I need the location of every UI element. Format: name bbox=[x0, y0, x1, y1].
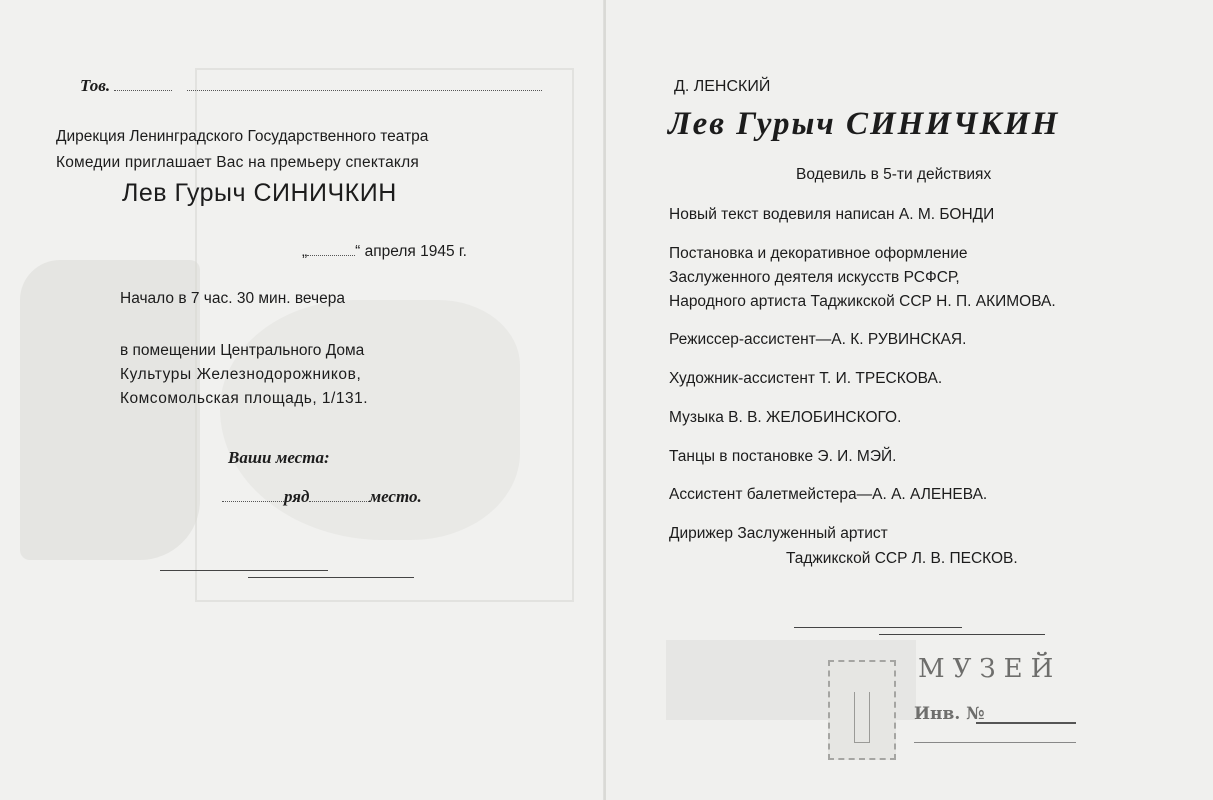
ballet-assistant: Ассистент балетмейстера—А. А. АЛЕНЕВА. bbox=[669, 486, 988, 503]
text-credit: Новый текст водевиля написан А. М. БОНДИ bbox=[669, 206, 995, 223]
name-blank-1 bbox=[114, 90, 172, 91]
tov-label bbox=[80, 77, 542, 95]
left-page bbox=[0, 0, 604, 800]
seats-label: Ваши места: bbox=[228, 448, 330, 467]
seat-label: место. bbox=[369, 487, 422, 506]
staging-line-3: Народного артиста Таджикской ССР Н. П. АКИМОВА. bbox=[669, 293, 1056, 310]
venue-line-3: Комсомольская площадь, 1/131. bbox=[120, 390, 369, 407]
play-title-left: Лев Гурыч СИНИЧКИН bbox=[122, 179, 397, 207]
author: Д. ЛЕНСКИЙ bbox=[674, 78, 771, 95]
staging-line-1: Постановка и декоративное оформление bbox=[669, 245, 968, 262]
venue-line-2: Культуры Железнодорожников, bbox=[120, 366, 362, 383]
date-quote-open: „ bbox=[302, 243, 308, 260]
tov-label-text: Тов. bbox=[80, 76, 111, 95]
conductor-line-1: Дирижер Заслуженный артист bbox=[669, 525, 888, 542]
inventory-label-text: Инв. № bbox=[914, 704, 985, 724]
inventory-label bbox=[914, 704, 985, 724]
date-line bbox=[302, 243, 467, 261]
invite-line-2: Комедии приглашает Вас на премьеру спектакля bbox=[56, 154, 419, 171]
assistant-director: Режиссер-ассистент—А. К. РУВИНСКАЯ. bbox=[669, 331, 967, 348]
signature-line-2 bbox=[248, 577, 414, 578]
inventory-line-1 bbox=[976, 722, 1076, 724]
row-label: ряд bbox=[284, 487, 310, 506]
genre: Водевиль в 5-ти действиях bbox=[796, 166, 992, 183]
invite-line-1: Дирекция Ленинградского Государственного театра bbox=[56, 128, 429, 145]
right-page bbox=[606, 0, 1213, 800]
signature-line-3 bbox=[794, 627, 962, 628]
staging-line-2: Заслуженного деятеля искусств РСФСР, bbox=[669, 269, 960, 286]
start-time: Начало в 7 час. 30 мин. вечера bbox=[120, 290, 345, 307]
row-blank bbox=[222, 501, 284, 502]
conductor-line-2: Таджикской ССР Л. В. ПЕСКОВ. bbox=[786, 550, 1018, 567]
venue-line-1: в помещении Центрального Дома bbox=[120, 342, 365, 359]
signature-line-4 bbox=[879, 634, 1045, 635]
name-blank-2 bbox=[187, 90, 542, 91]
music-credit: Музыка В. В. ЖЕЛОБИНСКОГО. bbox=[669, 409, 902, 426]
bleed-through-frame bbox=[195, 68, 574, 602]
date-text: “ апреля 1945 г. bbox=[355, 243, 467, 260]
assistant-artist: Художник-ассистент Т. И. ТРЕСКОВА. bbox=[669, 370, 943, 387]
postage-stamp bbox=[828, 660, 896, 760]
dances-credit: Танцы в постановке Э. И. МЭЙ. bbox=[669, 448, 897, 465]
signature-line-1 bbox=[160, 570, 328, 571]
seat-row-line bbox=[222, 488, 422, 506]
tower-icon bbox=[854, 692, 870, 743]
inventory-line-2 bbox=[914, 742, 1076, 743]
day-blank bbox=[307, 255, 355, 256]
seat-blank bbox=[309, 501, 369, 502]
museum-stamp-title: МУЗЕЙ bbox=[918, 654, 1062, 684]
play-title-right: Лев Гурыч СИНИЧКИН bbox=[668, 106, 1060, 142]
